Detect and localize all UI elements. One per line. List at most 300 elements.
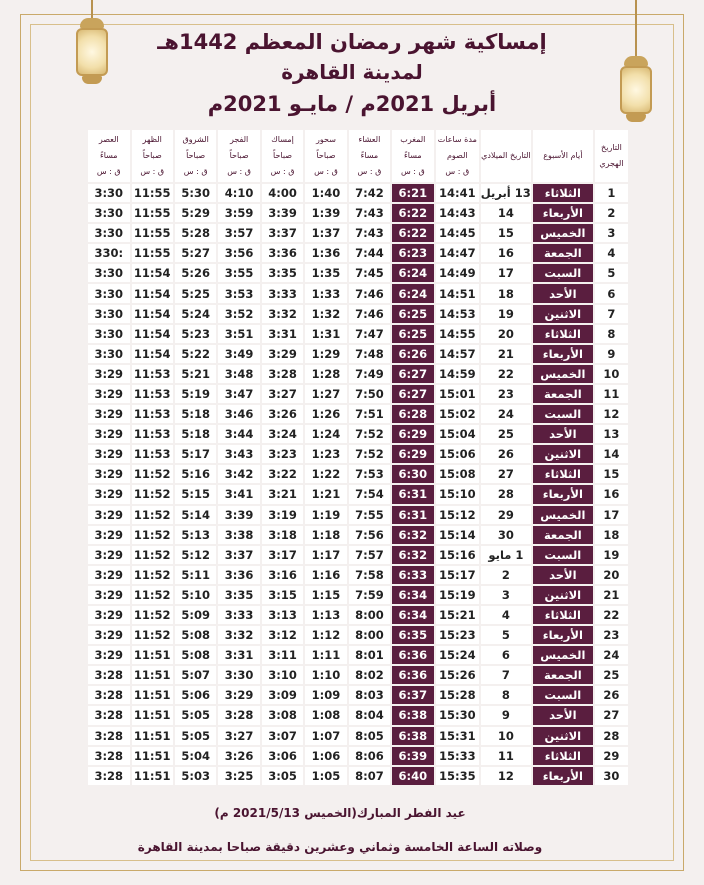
table-cell: 3:32 xyxy=(218,626,259,644)
table-cell: 3:29 xyxy=(88,445,130,463)
table-cell: 1:40 xyxy=(305,184,346,202)
table-cell: 3:32 xyxy=(262,305,303,323)
table-cell: 6:26 xyxy=(392,345,433,363)
table-cell: 27 xyxy=(481,465,531,483)
table-cell: 3:29 xyxy=(262,345,303,363)
table-cell: 3 xyxy=(595,224,628,242)
column-header-period: مساءً xyxy=(360,151,379,160)
table-cell: 15:14 xyxy=(436,526,480,544)
table-cell: 14 xyxy=(481,204,531,222)
column-header-unit: ق : س xyxy=(314,167,338,176)
table-cell: 15:16 xyxy=(436,546,480,564)
column-header-unit: ق : س xyxy=(445,167,470,176)
table-cell: 7:59 xyxy=(349,586,390,604)
table-cell: 15:28 xyxy=(436,686,480,704)
table-cell: 18 xyxy=(481,284,531,302)
table-cell: 15:31 xyxy=(436,727,480,745)
table-cell: 15:12 xyxy=(436,506,480,524)
column-header-name: المغرب xyxy=(400,135,426,144)
table-cell: 3:29 xyxy=(88,485,130,503)
column-header-period: صباحاً xyxy=(142,151,162,160)
table-cell: 10 xyxy=(481,727,531,745)
table-row xyxy=(88,626,628,644)
table-cell: 3:27 xyxy=(218,727,259,745)
table-cell: الجمعة xyxy=(533,385,593,403)
table-cell: 14:57 xyxy=(436,345,480,363)
table-cell: 15:23 xyxy=(436,626,480,644)
table-cell: 14:41 xyxy=(436,184,480,202)
table-cell: 11:51 xyxy=(132,666,173,684)
table-cell: الخميس xyxy=(533,646,593,664)
column-header-name: التاريخ الميلادي xyxy=(481,151,531,160)
table-row xyxy=(88,706,628,724)
table-cell: الاثنين xyxy=(533,727,593,745)
table-cell: 3:21 xyxy=(262,485,303,503)
table-cell: 11:52 xyxy=(132,465,173,483)
table-cell: 6:36 xyxy=(392,646,433,664)
table-cell: 3:42 xyxy=(218,465,259,483)
table-cell: 7:56 xyxy=(349,526,390,544)
table-cell: 1:07 xyxy=(305,727,346,745)
table-cell: 5:08 xyxy=(175,646,216,664)
table-cell: 11:53 xyxy=(132,365,173,383)
table-cell: 1:05 xyxy=(305,767,346,785)
table-cell: 6:22 xyxy=(392,204,433,222)
table-cell: 1:32 xyxy=(305,305,346,323)
table-cell: 3:30 xyxy=(88,345,130,363)
table-cell: 26 xyxy=(595,686,628,704)
table-cell: 20 xyxy=(595,566,628,584)
table-cell: 8:01 xyxy=(349,646,390,664)
table-cell: 1:23 xyxy=(305,445,346,463)
column-header-unit: ق : س xyxy=(140,167,165,176)
table-cell: 3:26 xyxy=(218,747,259,765)
table-cell: 5:27 xyxy=(175,244,216,262)
table-cell: 7:46 xyxy=(349,305,390,323)
table-cell: 3:29 xyxy=(88,646,130,664)
column-header-name: إمساك xyxy=(271,135,294,144)
table-cell: 1:22 xyxy=(305,465,346,483)
table-cell: 3:13 xyxy=(262,606,303,624)
table-cell: 3:35 xyxy=(262,264,303,282)
table-cell: 3:56 xyxy=(218,244,259,262)
table-cell: 7:52 xyxy=(349,425,390,443)
table-row xyxy=(88,224,628,242)
table-cell: 3:35 xyxy=(218,586,259,604)
table-cell: 27 xyxy=(595,706,628,724)
table-cell: 29 xyxy=(595,747,628,765)
table-cell: 1:17 xyxy=(305,546,346,564)
table-cell: الأحد xyxy=(533,425,593,443)
table-cell: 3:29 xyxy=(88,566,130,584)
table-cell: 13 xyxy=(595,425,628,443)
table-cell: 3:22 xyxy=(262,465,303,483)
table-cell: 3:33 xyxy=(218,606,259,624)
table-cell: 3:33 xyxy=(262,284,303,302)
column-header-unit: ق : س xyxy=(270,167,295,176)
table-cell: 3:29 xyxy=(88,586,130,604)
table-cell: 5:26 xyxy=(175,264,216,282)
table-cell: 3:29 xyxy=(88,365,130,383)
table-cell: 3:28 xyxy=(88,666,130,684)
table-cell: 26 xyxy=(481,445,531,463)
table-cell: 13 أبريل xyxy=(481,184,531,202)
table-cell: 11:53 xyxy=(132,385,173,403)
table-cell: السبت xyxy=(533,546,593,564)
table-cell: 3:29 xyxy=(88,425,130,443)
table-cell: 7:57 xyxy=(349,546,390,564)
table-cell: 3:30 xyxy=(88,284,130,302)
table-row xyxy=(88,646,628,664)
table-cell: 3:28 xyxy=(88,727,130,745)
table-cell: 3:36 xyxy=(218,566,259,584)
table-cell: 6:35 xyxy=(392,626,433,644)
table-cell: 8:07 xyxy=(349,767,390,785)
table-cell: 1:16 xyxy=(305,566,346,584)
table-cell: 2 xyxy=(481,566,531,584)
table-cell: 1:12 xyxy=(305,626,346,644)
table-cell: 7:58 xyxy=(349,566,390,584)
table-cell: 11:51 xyxy=(132,706,173,724)
table-cell: 6:34 xyxy=(392,606,433,624)
table-cell: الأربعاء xyxy=(533,767,593,785)
table-cell: 5:15 xyxy=(175,485,216,503)
table-row xyxy=(88,506,628,524)
table-cell: 10 xyxy=(595,365,628,383)
table-cell: الأربعاء xyxy=(533,485,593,503)
table-cell: 6:27 xyxy=(392,365,433,383)
table-cell: 3:23 xyxy=(262,445,303,463)
table-row xyxy=(88,264,628,282)
table-cell: 3:29 xyxy=(88,546,130,564)
column-header-unit: ق : س xyxy=(183,167,208,176)
table-cell: 3:29 xyxy=(88,465,130,483)
table-cell: 6:39 xyxy=(392,747,433,765)
table-cell: 7:42 xyxy=(349,184,390,202)
table-cell: 25 xyxy=(481,425,531,443)
table-cell: 7:43 xyxy=(349,204,390,222)
table-cell: 6:31 xyxy=(392,485,433,503)
table-header-row xyxy=(88,130,628,182)
column-header-name: التاريخ الهجري xyxy=(599,143,624,168)
table-cell: الجمعة xyxy=(533,526,593,544)
table-cell: الخميس xyxy=(533,506,593,524)
table-cell: 5:30 xyxy=(175,184,216,202)
table-cell: 5:03 xyxy=(175,767,216,785)
table-cell: 6:28 xyxy=(392,405,433,423)
table-cell: 1:11 xyxy=(305,646,346,664)
table-cell: 5:17 xyxy=(175,445,216,463)
table-cell: 15:02 xyxy=(436,405,480,423)
table-cell: الأحد xyxy=(533,566,593,584)
table-cell: 15:01 xyxy=(436,385,480,403)
table-cell: الخميس xyxy=(533,365,593,383)
table-cell: 7:49 xyxy=(349,365,390,383)
table-cell: 5:18 xyxy=(175,405,216,423)
table-cell: 11:52 xyxy=(132,626,173,644)
table-cell: 11:51 xyxy=(132,727,173,745)
table-row xyxy=(88,425,628,443)
table-cell: 5 xyxy=(595,264,628,282)
table-cell: 8:04 xyxy=(349,706,390,724)
table-cell: 3:29 xyxy=(218,686,259,704)
table-cell: 3:30 xyxy=(218,666,259,684)
table-cell: 7:45 xyxy=(349,264,390,282)
table-cell: 9 xyxy=(481,706,531,724)
table-cell: 14:55 xyxy=(436,325,480,343)
table-cell: الأربعاء xyxy=(533,345,593,363)
table-cell: 11:52 xyxy=(132,485,173,503)
table-cell: 6:29 xyxy=(392,425,433,443)
table-cell: الاثنين xyxy=(533,586,593,604)
table-cell: 3:39 xyxy=(218,506,259,524)
table-row xyxy=(88,325,628,343)
table-cell: 20 xyxy=(481,325,531,343)
table-cell: 1:37 xyxy=(305,224,346,242)
table-cell: 1:18 xyxy=(305,526,346,544)
table-cell: السبت xyxy=(533,264,593,282)
table-cell: 6:33 xyxy=(392,566,433,584)
table-cell: 3:10 xyxy=(262,666,303,684)
table-cell: 6:25 xyxy=(392,325,433,343)
table-cell: 3:18 xyxy=(262,526,303,544)
table-cell: 1:13 xyxy=(305,606,346,624)
table-cell: 3:46 xyxy=(218,405,259,423)
table-cell: 3:49 xyxy=(218,345,259,363)
column-header-name: العصر xyxy=(98,135,119,144)
table-cell: 15:24 xyxy=(436,646,480,664)
table-cell: 24 xyxy=(595,646,628,664)
table-cell: 3:30 xyxy=(88,224,130,242)
table-cell: 17 xyxy=(481,264,531,282)
table-cell: 3:37 xyxy=(218,546,259,564)
months-subtitle: أبريل 2021م / مايـو 2021م xyxy=(207,92,497,116)
table-cell: 6 xyxy=(595,284,628,302)
table-cell: 7:50 xyxy=(349,385,390,403)
table-cell: 11:51 xyxy=(132,686,173,704)
table-cell: 2 xyxy=(595,204,628,222)
table-cell: 11:54 xyxy=(132,264,173,282)
table-cell: 3:41 xyxy=(218,485,259,503)
table-cell: 6:38 xyxy=(392,727,433,745)
table-cell: 3:16 xyxy=(262,566,303,584)
table-cell: 7:55 xyxy=(349,506,390,524)
column-header-name: العشاء xyxy=(358,135,381,144)
table-cell: 22 xyxy=(595,606,628,624)
table-cell: 1:28 xyxy=(305,365,346,383)
table-row xyxy=(88,365,628,383)
table-cell: 1:36 xyxy=(305,244,346,262)
column-header xyxy=(481,130,531,182)
table-cell: الثلاثاء xyxy=(533,606,593,624)
table-cell: 3:52 xyxy=(218,305,259,323)
table-cell: 3:26 xyxy=(262,405,303,423)
column-header xyxy=(132,130,173,182)
column-header-unit: ق : س xyxy=(227,167,251,176)
table-cell: 3:59 xyxy=(218,204,259,222)
table-cell: 6:38 xyxy=(392,706,433,724)
table-cell: 7:44 xyxy=(349,244,390,262)
table-cell: 1:24 xyxy=(305,425,346,443)
table-cell: 14:49 xyxy=(436,264,480,282)
table-cell: 6:24 xyxy=(392,264,433,282)
table-cell: 25 xyxy=(595,666,628,684)
table-cell: 11:52 xyxy=(132,526,173,544)
table-cell: 7:43 xyxy=(349,224,390,242)
table-cell: 5:10 xyxy=(175,586,216,604)
table-cell: الخميس xyxy=(533,224,593,242)
table-cell: 23 xyxy=(481,385,531,403)
table-cell: 3:30 xyxy=(88,184,130,202)
column-header xyxy=(349,130,390,182)
table-row xyxy=(88,546,628,564)
table-cell: 3:53 xyxy=(218,284,259,302)
table-cell: 14 xyxy=(595,445,628,463)
table-cell: 3:29 xyxy=(88,606,130,624)
table-cell: 6:32 xyxy=(392,546,433,564)
column-header xyxy=(218,130,259,182)
table-cell: 30 xyxy=(595,767,628,785)
table-cell: 3:28 xyxy=(218,706,259,724)
city-subtitle: لمدينة القاهرة xyxy=(281,60,423,84)
table-row xyxy=(88,305,628,323)
table-cell: 6:36 xyxy=(392,666,433,684)
column-header-period: صباحاً xyxy=(316,151,336,160)
timetable xyxy=(86,128,630,787)
table-cell: 14:53 xyxy=(436,305,480,323)
column-header-period: مساءً xyxy=(99,151,118,160)
table-cell: 8:05 xyxy=(349,727,390,745)
table-cell: 3:12 xyxy=(262,626,303,644)
table-cell: 3:19 xyxy=(262,506,303,524)
table-cell: 18 xyxy=(595,526,628,544)
column-header xyxy=(595,130,628,182)
table-cell: 5 xyxy=(481,626,531,644)
table-cell: 3:39 xyxy=(262,204,303,222)
table-cell: 5:24 xyxy=(175,305,216,323)
table-cell: 5:16 xyxy=(175,465,216,483)
table-cell: 7:48 xyxy=(349,345,390,363)
table-cell: 15 xyxy=(595,465,628,483)
table-row xyxy=(88,586,628,604)
table-cell: 3:29 xyxy=(88,526,130,544)
column-header xyxy=(436,130,480,182)
table-cell: 11:54 xyxy=(132,325,173,343)
table-cell: الأحد xyxy=(533,284,593,302)
table-cell: الثلاثاء xyxy=(533,465,593,483)
table-cell: 6:25 xyxy=(392,305,433,323)
table-cell: السبت xyxy=(533,686,593,704)
table-cell: 5:23 xyxy=(175,325,216,343)
table-cell: 11:52 xyxy=(132,506,173,524)
table-cell: 3:29 xyxy=(88,385,130,403)
table-cell: 3:30 xyxy=(88,204,130,222)
table-cell: الثلاثاء xyxy=(533,184,593,202)
table-cell: 30 xyxy=(481,526,531,544)
table-cell: 3:51 xyxy=(218,325,259,343)
table-cell: 24 xyxy=(481,405,531,423)
table-cell: 1:15 xyxy=(305,586,346,604)
table-cell: 11:52 xyxy=(132,586,173,604)
table-cell: 15:10 xyxy=(436,485,480,503)
table-cell: 3:11 xyxy=(262,646,303,664)
table-cell: 11:53 xyxy=(132,425,173,443)
table-cell: 3:31 xyxy=(218,646,259,664)
table-cell: الثلاثاء xyxy=(533,747,593,765)
table-cell: 14:59 xyxy=(436,365,480,383)
table-cell: 5:12 xyxy=(175,546,216,564)
column-header xyxy=(88,130,130,182)
table-cell: 3:28 xyxy=(262,365,303,383)
table-cell: 6:22 xyxy=(392,224,433,242)
table-cell: 11 xyxy=(595,385,628,403)
table-cell: 8:06 xyxy=(349,747,390,765)
table-cell: 5:09 xyxy=(175,606,216,624)
table-cell: 15:17 xyxy=(436,566,480,584)
table-cell: 1:29 xyxy=(305,345,346,363)
table-cell: الجمعة xyxy=(533,244,593,262)
table-cell: 4:10 xyxy=(218,184,259,202)
table-cell: 3:44 xyxy=(218,425,259,443)
table-cell: 21 xyxy=(481,345,531,363)
table-cell: 7:54 xyxy=(349,485,390,503)
table-cell: :330 xyxy=(88,244,130,262)
table-cell: 11:54 xyxy=(132,284,173,302)
eid-prayer-note: وصلاته الساعة الخامسة وثماني وعشرين دقيقة صباحا بمدينة القاهرة xyxy=(137,840,543,854)
table-cell: 12 xyxy=(595,405,628,423)
table-cell: 1 مايو xyxy=(481,546,531,564)
table-cell: 3:28 xyxy=(88,747,130,765)
table-cell: 5:18 xyxy=(175,425,216,443)
lantern-left-icon xyxy=(72,0,112,110)
table-row xyxy=(88,244,628,262)
table-cell: 5:11 xyxy=(175,566,216,584)
table-cell: 6:34 xyxy=(392,586,433,604)
table-row xyxy=(88,405,628,423)
table-cell: الجمعة xyxy=(533,666,593,684)
table-cell: 5:14 xyxy=(175,506,216,524)
table-cell: 1:06 xyxy=(305,747,346,765)
column-header xyxy=(533,130,593,182)
column-header-period: صباحاً xyxy=(186,151,206,160)
table-cell: 8 xyxy=(481,686,531,704)
table-cell: 11:51 xyxy=(132,646,173,664)
column-header-period: صباحاً xyxy=(273,151,293,160)
table-cell: 1:19 xyxy=(305,506,346,524)
table-cell: 8 xyxy=(595,325,628,343)
table-cell: الاثنين xyxy=(533,445,593,463)
table-row xyxy=(88,727,628,745)
table-cell: 3:29 xyxy=(88,405,130,423)
table-cell: 3:09 xyxy=(262,686,303,704)
table-cell: 7 xyxy=(595,305,628,323)
table-cell: 1:35 xyxy=(305,264,346,282)
table-cell: 3:05 xyxy=(262,767,303,785)
table-cell: 3:06 xyxy=(262,747,303,765)
table-cell: 15:08 xyxy=(436,465,480,483)
table-cell: 3:31 xyxy=(262,325,303,343)
table-row xyxy=(88,566,628,584)
table-cell: 3:28 xyxy=(88,706,130,724)
table-cell: 15:21 xyxy=(436,606,480,624)
table-cell: 16 xyxy=(595,485,628,503)
table-cell: 11:52 xyxy=(132,546,173,564)
table-cell: 3:48 xyxy=(218,365,259,383)
table-cell: 9 xyxy=(595,345,628,363)
table-cell: 1:09 xyxy=(305,686,346,704)
table-cell: 5:13 xyxy=(175,526,216,544)
table-cell: 3:38 xyxy=(218,526,259,544)
